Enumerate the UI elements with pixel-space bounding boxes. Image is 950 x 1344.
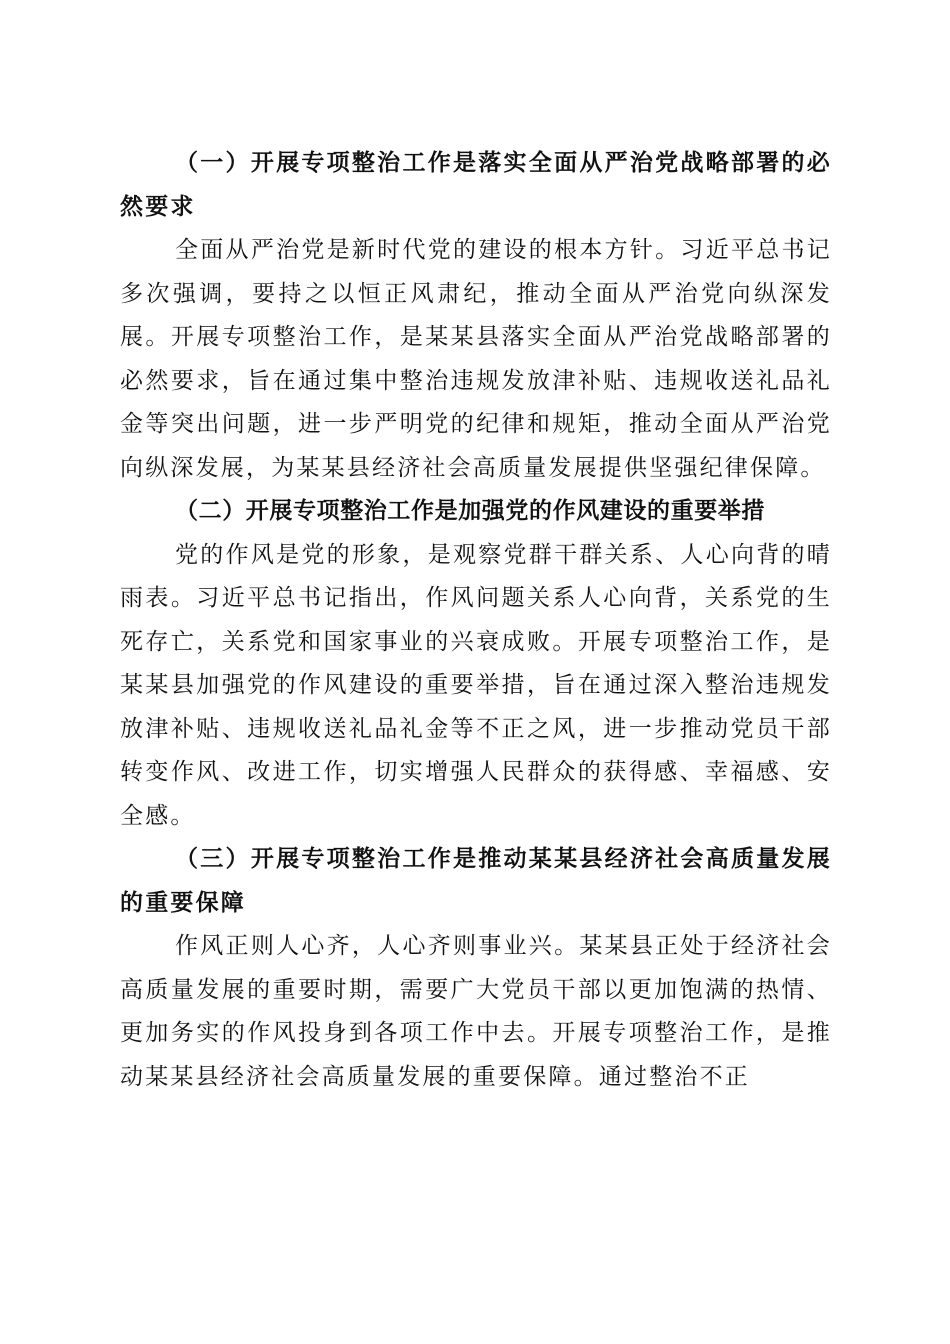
document-body — [120, 142, 832, 1099]
section-3-heading: （三）开展专项整治工作是推动某某县经济社会高质量发展的重要保障 — [120, 846, 832, 916]
section-2-paragraph: 党的作风是党的形象，是观察党群干群关系、人心向背的晴雨表。习近平总书记指出，作风问题关系人心向背，关系党的生死存亡，关系党和国家事业的兴衰成败。开展专项整治工作，是某某县加强党的作风建设的重要举措，旨在通过深入整治违规发放津补贴、违规收送礼品礼金等不正之风，进一步推动党员干部转变作风、改进工作，切实增强人民群众的获得感、幸福感、安全感。 — [120, 541, 832, 829]
section-3-paragraph: 作风正则人心齐，人心齐则事业兴。某某县正处于经济社会高质量发展的重要时期，需要广大党员干部以更加饱满的热情、更加务实的作风投身到各项工作中去。开展专项整治工作，是推动某某县经济社会高质量发展的重要保障。通过整治不正 — [120, 933, 832, 1090]
section-1-paragraph: 全面从严治党是新时代党的建设的根本方针。习近平总书记多次强调，要持之以恒正风肃纪，推动全面从严治党向纵深发展。开展专项整治工作，是某某县落实全面从严治党战略部署的必然要求，旨在通过集中整治违规发放津补贴、违规收送礼品礼金等突出问题，进一步严明党的纪律和规矩，推动全面从严治党向纵深发展，为某某县经济社会高质量发展提供坚强纪律保障。 — [120, 237, 832, 481]
section-1-heading: （一）开展专项整治工作是落实全面从严治党战略部署的必然要求 — [120, 150, 832, 220]
section-2-heading: （二）开展专项整治工作是加强党的作风建设的重要举措 — [175, 498, 765, 524]
